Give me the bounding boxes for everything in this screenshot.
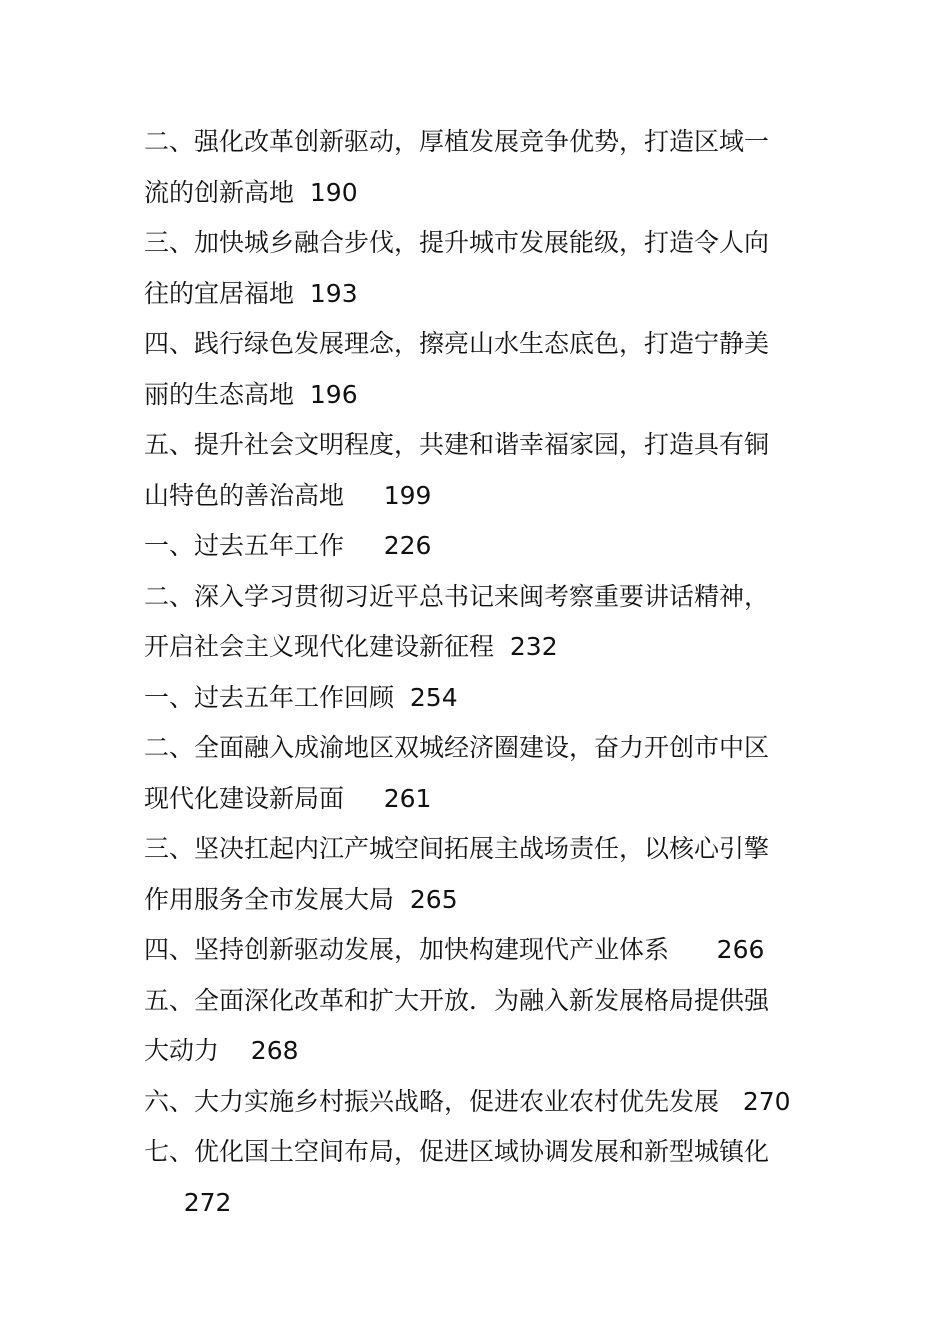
toc-line: 五、提升社会文明程度，共建和谐幸福家园，打造具有铜 <box>144 430 770 459</box>
toc-line: 四、践行绿色发展理念，擦亮山水生态底色，打造宁静美 <box>144 329 770 358</box>
toc-line: 二、深入学习贯彻习近平总书记来闽考察重要讲话精神， <box>144 581 770 611</box>
toc-line: 山特色的善治高地 199 <box>144 480 432 510</box>
toc-line: 一、过去五年工作 226 <box>144 531 432 560</box>
toc-line: 五、全面深化改革和扩大开放．为融入新发展格局提供强 <box>144 985 770 1015</box>
toc-line: 丽的生态高地 196 <box>144 379 358 409</box>
toc-line: 往的宜居福地 193 <box>144 278 358 308</box>
table-of-contents <box>144 117 810 1228</box>
toc-line: 二、强化改革创新驱动，厚植发展竞争优势，打造区域一 <box>144 127 770 156</box>
toc-line: 一、过去五年工作回顾 254 <box>144 682 458 712</box>
toc-line: 三、加快城乡融合步伐，提升城市发展能级，打造令人向 <box>144 228 770 257</box>
toc-line: 六、大力实施乡村振兴战略，促进农业农村优先发展 270 <box>144 1086 791 1116</box>
toc-line: 现代化建设新局面 261 <box>144 783 432 813</box>
toc-line: 流的创新高地 190 <box>144 177 358 207</box>
toc-line: 二、全面融入成渝地区双城经济圈建设，奋力开创市中区 <box>144 733 770 762</box>
toc-line: 三、坚决扛起内江产城空间拓展主战场责任，以核心引擎 <box>144 834 770 863</box>
toc-line: 272 <box>144 1187 232 1217</box>
toc-line: 开启社会主义现代化建设新征程 232 <box>144 632 558 661</box>
toc-line: 七、优化国土空间布局，促进区域协调发展和新型城镇化 <box>144 1137 770 1166</box>
toc-line: 作用服务全市发展大局 265 <box>144 884 458 914</box>
toc-line: 四、坚持创新驱动发展，加快构建现代产业体系 266 <box>144 935 765 964</box>
toc-line: 大动力 268 <box>144 1036 299 1065</box>
